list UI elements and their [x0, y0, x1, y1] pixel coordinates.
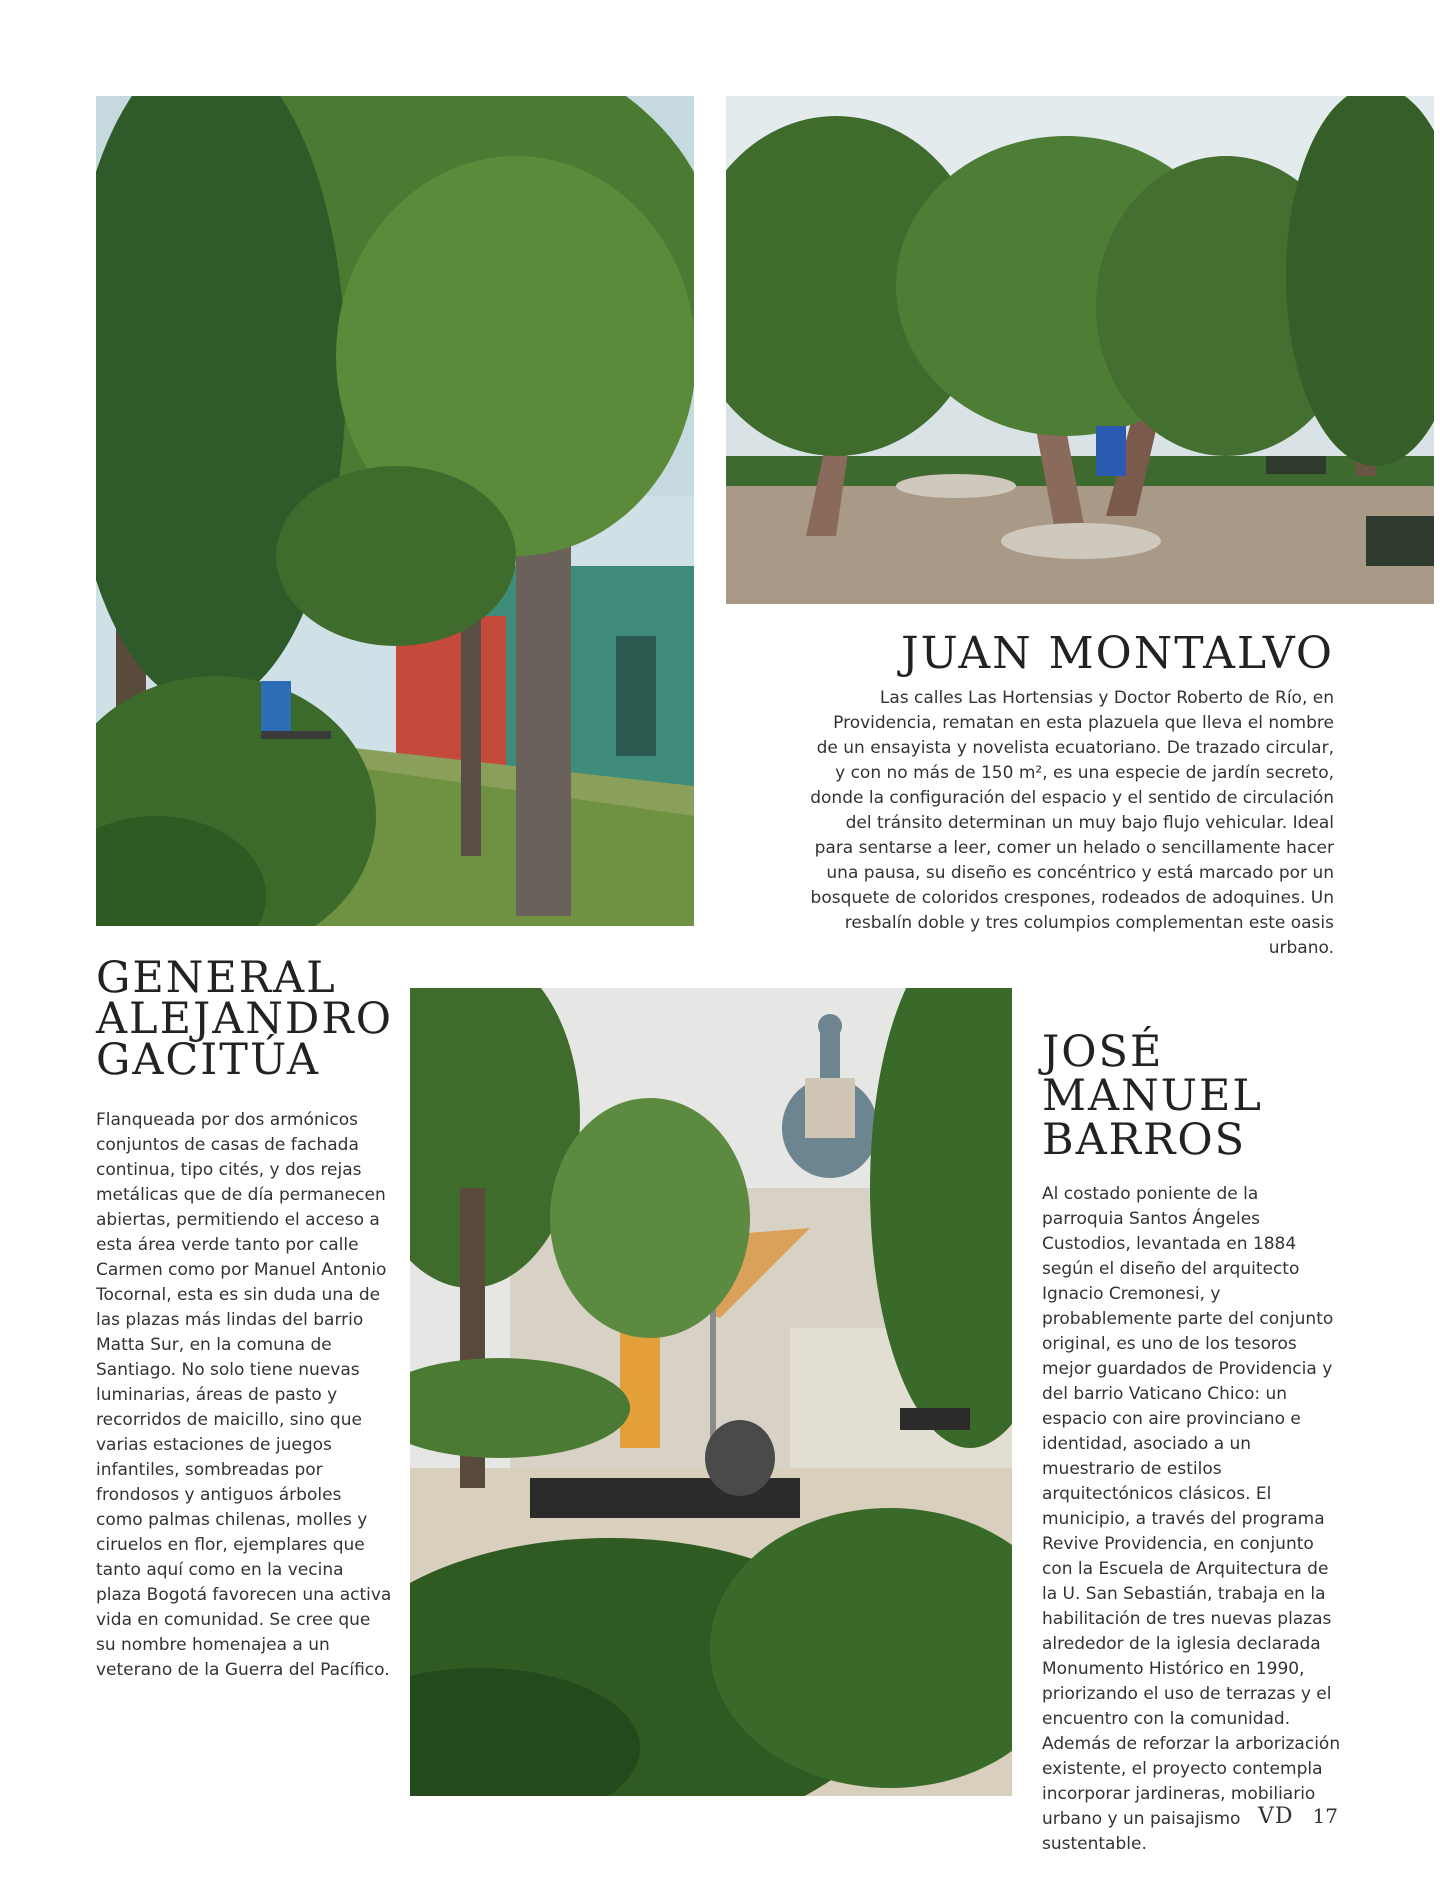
section-title-jose-manuel-barros [1042, 1027, 1342, 1165]
title-line: GENERAL [96, 953, 337, 1003]
title-line: ALEJANDRO [96, 994, 394, 1044]
photo-street-trees [96, 96, 694, 926]
page-number: 17 [1312, 1804, 1338, 1828]
title-line: BARROS [1042, 1115, 1247, 1165]
section-body-jose-manuel-barros: Al costado poniente de la parroquia Santos Ángeles Custodios, levantada en 1884 según el diseño del arquitecto Ignacio Cremonesi, y probablemente parte del conjunto original, es uno de los tesoros mejor guardados de Providencia y del barrio Vaticano Chico: un espacio con aire provinciano e identidad, asociado a un muestrario de estilos arquitectónicos clásicos. El municipio, a través del programa Revive Providencia, en conjunto con la Escuela de Arquitectura de la U. San Sebastián, trabaja en la habilitación de tres nuevas plazas alrededor de la iglesia declarada Monumento Histórico en 1990, priorizando el uso de terrazas y el encuentro con la comunidad. Además de reforzar la arborización existente, el proyecto contempla incorporar jardineras, mobiliario urbano y un paisajismo sustentable. [1042, 1184, 1341, 1854]
magazine-logo: VD [1258, 1804, 1294, 1829]
section-body-juan-montalvo: Las calles Las Hortensias y Doctor Roberto de Río, en Providencia, rematan en esta plazuela que lleva el nombre de un ensayista y novelista ecuatoriano. De trazado circular, y con no más de 150 m², es una especie de jardín secreto, donde la configuración del espacio y el sentido de circulación del tránsito determinan un muy bajo flujo vehicular. Ideal para sentarse a leer, comer un helado o sencillamente hacer una pausa, su diseño es concéntrico y está marcado por un bosquete de coloridos crespones, rodeados de adoquines. Un resbalín doble y tres columpios complementan este oasis urbano. [810, 688, 1334, 958]
section-title-juan-montalvo: JUAN MONTALVO [900, 628, 1334, 679]
title-line: GACITÚA [96, 1035, 320, 1085]
section-body-general-gacitua: Flanqueada por dos armónicos conjuntos de casas de fachada continua, tipo cités, y dos rejas metálicas que de día permanecen abiertas, permitiendo el acceso a esta área verde tanto por calle Carmen como por Manuel Antonio Tocornal, esta es sin duda una de las plazas más lindas del barrio Matta Sur, en la comuna de Santiago. No solo tiene nuevas luminarias, áreas de pasto y recorridos de maicillo, sino que varias estaciones de juegos infantiles, sombreadas por frondosos y antiguos árboles como palmas chilenas, molles y ciruelos en flor, ejemplares que tanto aquí como en la vecina plaza Bogotá favorecen una activa vida en comunidad. Se cree que su nombre homenajea a un veterano de la Guerra del Pacífico. [96, 1110, 392, 1680]
title-line: JOSÉ [1042, 1027, 1164, 1077]
photo-plaza-juan-montalvo [726, 96, 1434, 604]
section-title-general-gacitua [96, 953, 396, 1085]
title-line: MANUEL [1042, 1071, 1263, 1121]
photo-plaza-jose-manuel-barros [410, 988, 1012, 1796]
page-footer [1258, 1804, 1338, 1829]
